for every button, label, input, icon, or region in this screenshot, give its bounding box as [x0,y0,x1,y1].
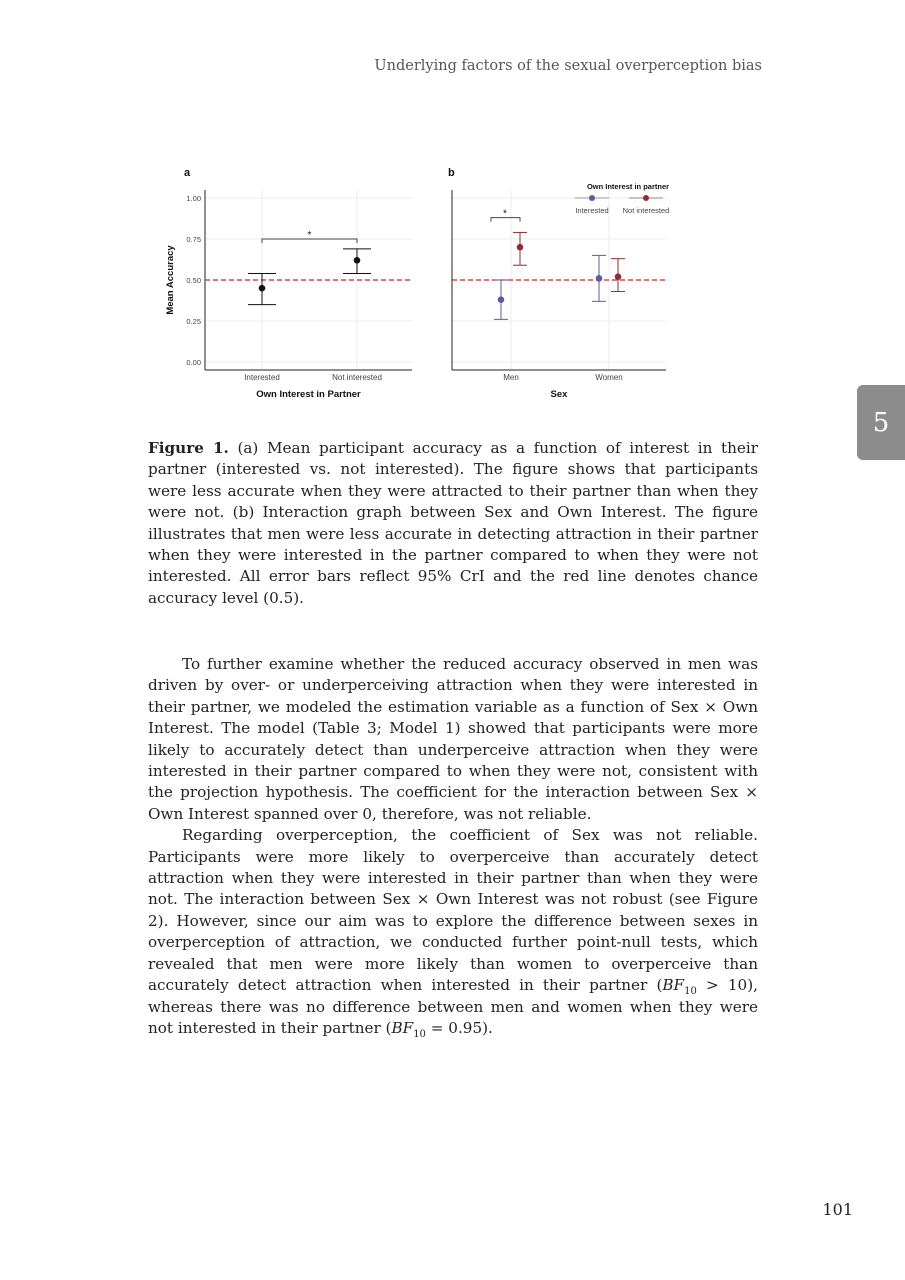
bf-subscript: 10 [684,986,697,998]
series-0-1-point [596,275,603,282]
y-tick-label: 0.25 [186,317,201,326]
legend-title: Own Interest in partner [586,182,670,191]
legend-label: Interested [575,206,609,215]
figure-1 [160,160,700,405]
bf-symbol: BF [391,1018,414,1037]
bf-subscript: 10 [413,1028,426,1040]
panel-label-b: b [448,167,455,179]
body-text [148,654,758,1039]
caption-label: Figure 1. [148,439,229,457]
panel-label-a: a [184,167,191,179]
running-header: Underlying factors of the sexual overperception bias [374,58,762,74]
caption-text: (a) Mean participant accuracy as a function of interest in their partner (interested vs. not interested). The figure shows that participants were less accurate when they were attracted to their partner than when they were not. (b) Interaction graph between Sex and Own Interest. The figure illustrates that men were less accurate in detecting attraction in their partner when they were interested in the partner compared to when they were not interested. All error bars reflect 95% CrI and the red line denotes chance accuracy level (0.5). [148,439,758,607]
y-axis-title: Mean Accuracy [165,245,176,315]
figure-caption [148,438,758,609]
significance-star: * [503,208,507,220]
legend-marker [643,195,649,201]
y-tick-label: 0.75 [186,235,201,244]
x-tick-label: Women [595,373,623,382]
paragraph-2 [148,825,758,1039]
x-tick-label: Men [503,373,519,382]
legend-marker [589,195,595,201]
x-tick-label: Interested [244,373,280,382]
x-axis-title: Sex [550,389,568,400]
accuracy-0-point [259,285,266,292]
x-axis-title: Own Interest in Partner [256,389,361,400]
series-1-0-point [517,244,524,251]
series-1-1-point [615,273,622,280]
accuracy-1-point [354,257,361,264]
significance-star: * [307,230,312,241]
chapter-tab: 5 [857,385,905,460]
bf-symbol: BF [662,976,685,995]
y-tick-label: 0.50 [186,276,201,285]
x-tick-label: Not interested [332,373,382,382]
paragraph-1: To further examine whether the reduced accuracy observed in men was driven by over- or underperceiving attraction when they were interested in their partner, we modeled the estimation variable as a function of Sex × Own Interest. The model (Table 3; Model 1) showed that participants were more likely to accurately detect than underperceive attraction when they were interested in their partner compared to when they were not, consistent with the projection hypothesis. The coefficient for the interaction between Sex × Own Interest spanned over 0, therefore, was not reliable. [148,655,758,823]
legend-label: Not interested [622,206,670,215]
y-tick-label: 1.00 [186,194,201,203]
paragraph-2-text: > 10), whereas there was no difference between men and women when they were not interested in their partner ( [148,976,758,1037]
page-number: 101 [822,1200,853,1219]
paragraph-2-text: Regarding overperception, the coefficient of Sex was not reliable. Participants were more likely to overperceive than accurately detect attraction when they were interested in their partner than when they were not. The interaction between Sex × Own Interest was not robust (see Figure 2). However, since our aim was to explore the difference between sexes in overperception of attraction, we conducted further point-null tests, which revealed that men were more likely than women to overperceive than accurately detect attraction when interested in their partner ( [148,826,758,995]
y-tick-label: 0.00 [186,358,201,367]
series-0-0-point [498,296,505,303]
paragraph-2-text: = 0.95). [425,1018,493,1037]
